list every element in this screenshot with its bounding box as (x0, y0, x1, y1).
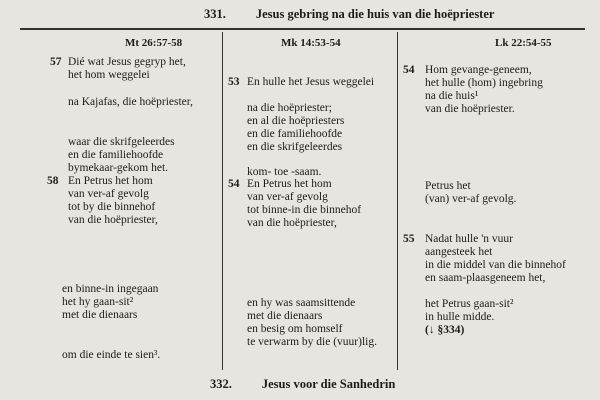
verse-number: 54 (403, 64, 415, 76)
verse-line: en die skrifgeleerdes (247, 141, 343, 153)
section-number: 331. (204, 7, 226, 21)
verse-line: na Kajafas, die hoëpriester, (68, 96, 194, 108)
cross-reference: (↓ §334) (425, 324, 465, 336)
section-title: Jesus gebring na die huis van die hoëpriester (255, 7, 495, 21)
verse-line: met die dienaars (62, 309, 138, 321)
verse-line: met die dienaars (247, 310, 323, 322)
section-number: 332. (210, 377, 232, 391)
verse-line: in die middel van die binnehof (425, 259, 566, 271)
verse-line: het hom weggelei (68, 69, 150, 81)
verse-line: van ver-af gevolg (247, 191, 328, 203)
verse-line: het Petrus gaan-sit² (425, 298, 514, 310)
verse-line: en al die hoëpriesters (247, 115, 345, 127)
verse-line: Nadat hulle 'n vuur (425, 233, 513, 245)
verse-line: en die familiehoofde (247, 128, 343, 140)
verse-line: tot binne-in die binnehof (247, 204, 362, 216)
column-ref-luke: Lk 22:54-55 (495, 37, 552, 49)
verse-line: En hulle het Jesus weggelei (247, 76, 375, 88)
section-title: Jesus voor die Sanhedrin (261, 377, 396, 391)
verse-line: en besig om homself (247, 323, 343, 335)
verse-line: bymekaar-gekom het. (68, 162, 169, 174)
verse-number: 58 (47, 175, 59, 187)
section-heading-331 (204, 7, 494, 22)
verse-line: Hom gevange-geneem, (425, 64, 532, 76)
column-ref-matthew: Mt 26:57-58 (125, 37, 183, 49)
column-divider-right (397, 32, 398, 370)
verse-line: en hy was saamsittende (247, 297, 356, 309)
verse-line: van die hoëpriester, (247, 217, 337, 229)
verse-line: aangesteek het (425, 246, 493, 258)
column-divider-left (222, 32, 223, 370)
verse-line: Dié wat Jesus gegryp het, (68, 56, 186, 68)
verse-line: te verwarm by die (vuur)lig. (247, 336, 377, 348)
verse-number: 57 (50, 56, 62, 68)
verse-line: Petrus het (425, 180, 471, 192)
verse-line: het hulle (hom) ingebring (425, 77, 543, 89)
verse-line: (van) ver-af gevolg. (425, 193, 517, 205)
verse-line: na die huis¹ (425, 90, 479, 102)
verse-line: na die hoëpriester; (247, 102, 332, 114)
verse-line: en binne-in ingegaan (62, 283, 159, 295)
verse-number: 55 (403, 233, 415, 245)
verse-line: kom- toe -saam. (247, 166, 322, 178)
verse-line: van ver-af gevolg (68, 188, 149, 200)
verse-line: tot by die binnehof (68, 201, 156, 213)
verse-number: 54 (228, 178, 240, 190)
verse-number: 53 (228, 76, 240, 88)
verse-line: en die familiehoofde (68, 149, 164, 161)
verse-line: van die hoëpriester, (68, 214, 158, 226)
column-ref-mark: Mk 14:53-54 (281, 37, 341, 49)
verse-line: het hy gaan-sit² (62, 296, 134, 308)
verse-line: om die einde te sien³. (62, 349, 161, 361)
verse-line: van die hoëpriester. (425, 103, 515, 115)
verse-line: en saam-plaasgeneem het, (425, 272, 546, 284)
verse-line: in hulle midde. (425, 311, 495, 323)
verse-line: waar die skrifgeleerdes (68, 136, 175, 148)
section-heading-332 (210, 377, 395, 392)
verse-line: En Petrus het hom (68, 175, 153, 187)
verse-line: En Petrus het hom (247, 178, 332, 190)
header-rule (20, 28, 585, 30)
